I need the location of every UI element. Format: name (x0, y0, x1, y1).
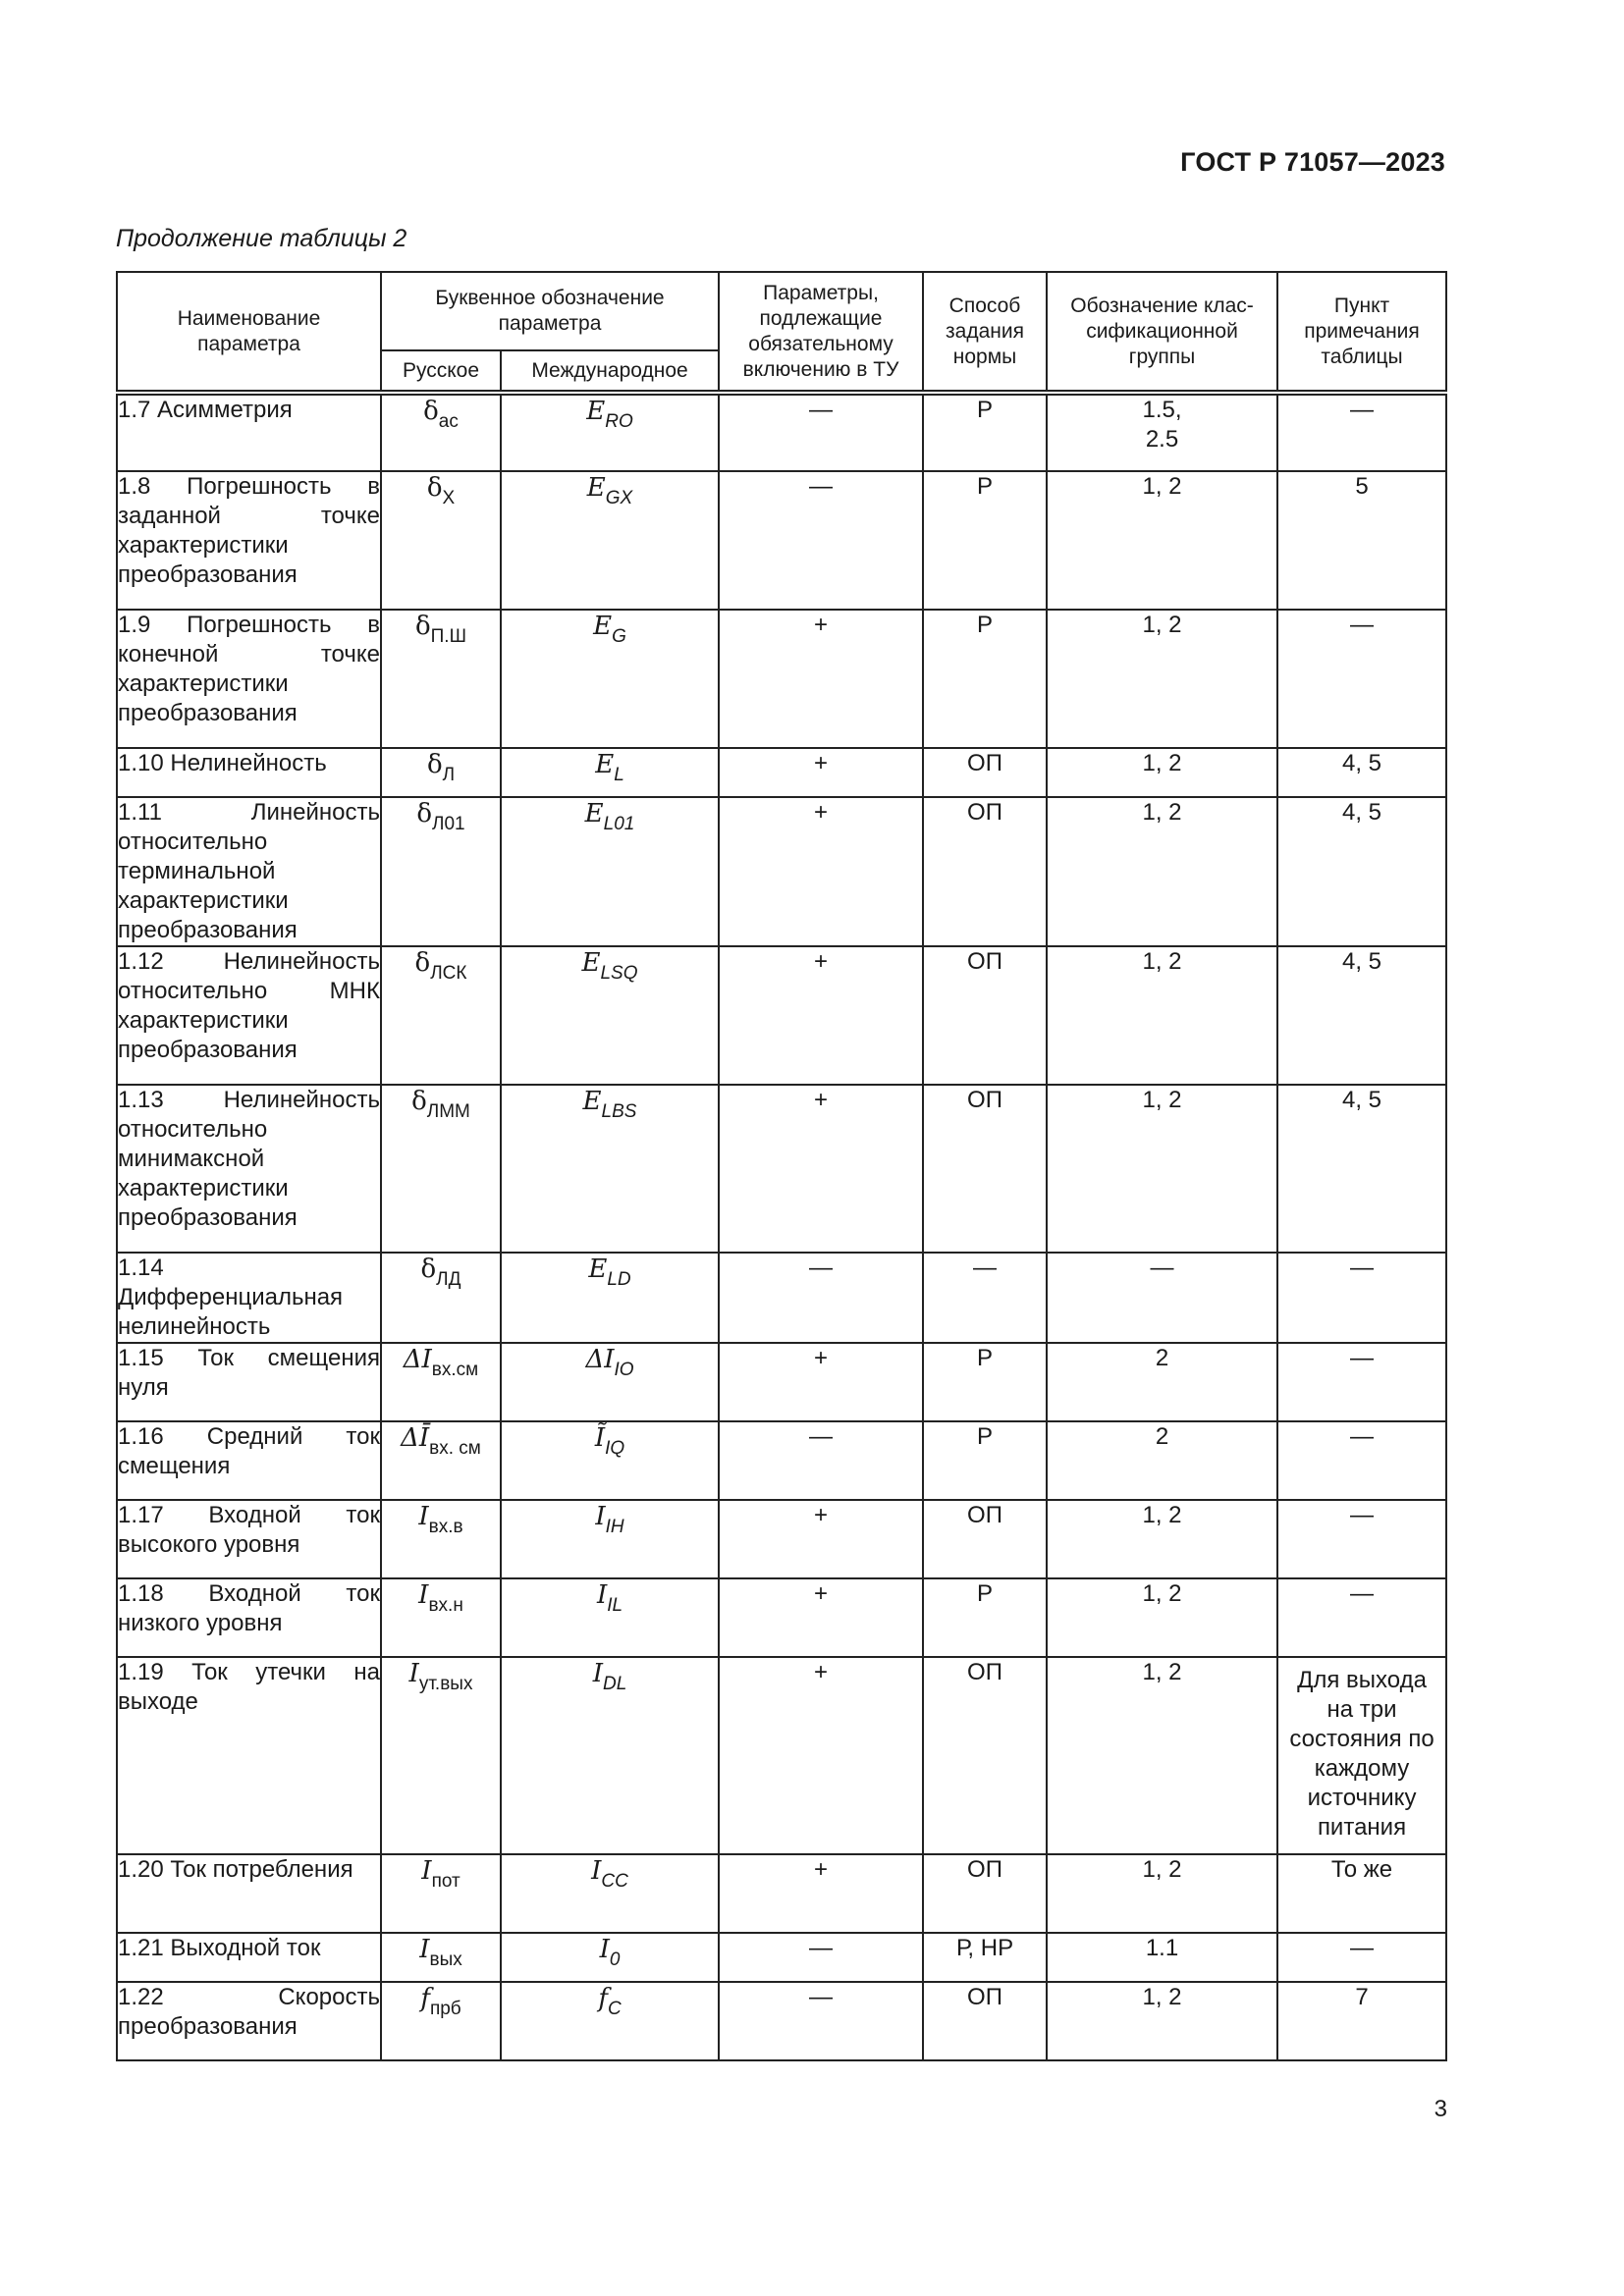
russian-symbol-base: δ (414, 948, 431, 978)
mandatory-cell: — (719, 471, 923, 610)
note-cell: — (1277, 393, 1446, 471)
russian-symbol-subscript: Л01 (432, 814, 465, 834)
table-caption: Продолжение таблицы 2 (116, 225, 407, 252)
header-letter-designation: Буквенное обозначение параметра (381, 272, 719, 350)
class-group-cell: 1, 2 (1047, 1500, 1277, 1578)
note-cell: 4, 5 (1277, 1085, 1446, 1253)
parameter-name: 1.9 Погрешность в конечной точке характеристики преобразования (117, 610, 381, 748)
russian-symbol (381, 1854, 501, 1933)
russian-symbol-subscript: прб (429, 1999, 461, 2019)
international-symbol-base: I (599, 1935, 610, 1964)
table-row (117, 1253, 1446, 1343)
international-symbol (501, 610, 719, 748)
international-symbol (501, 1854, 719, 1933)
russian-symbol-subscript: вх.н (428, 1595, 463, 1616)
international-symbol-base: E (593, 612, 613, 641)
method-cell: ОП (923, 797, 1047, 946)
russian-symbol-subscript: ЛСК (430, 963, 467, 984)
class-group-cell: 2 (1047, 1421, 1277, 1500)
international-symbol-subscript: LBS (601, 1101, 637, 1122)
method-cell: ОП (923, 1500, 1047, 1578)
russian-symbol-subscript: Л (442, 765, 456, 785)
table-row (117, 1854, 1446, 1933)
international-symbol-subscript: DL (603, 1674, 627, 1694)
russian-symbol (381, 797, 501, 946)
russian-symbol-subscript: вх.см (431, 1360, 479, 1380)
international-symbol-subscript: G (612, 626, 626, 647)
note-cell: 4, 5 (1277, 797, 1446, 946)
table-row (117, 1982, 1446, 2060)
mandatory-cell: + (719, 1500, 923, 1578)
international-symbol (501, 1085, 719, 1253)
parameter-name: 1.17 Входной ток высокого уровня (117, 1500, 381, 1578)
class-group-cell: 1, 2 (1047, 1578, 1277, 1657)
international-symbol-base: I (596, 1580, 608, 1610)
header-russian: Русское (381, 350, 501, 393)
parameter-name: 1.14 Дифференциальная нелинейность (117, 1253, 381, 1343)
russian-symbol-base: I (421, 1856, 432, 1886)
international-symbol-subscript: C (607, 1999, 622, 2019)
mandatory-cell: + (719, 797, 923, 946)
international-symbol-subscript: IQ (605, 1438, 625, 1459)
international-symbol-subscript: L01 (603, 814, 635, 834)
russian-symbol-subscript: ЛММ (426, 1101, 470, 1122)
note-cell: 4, 5 (1277, 748, 1446, 797)
international-symbol-base: E (586, 473, 606, 503)
international-symbol-subscript: L (614, 765, 624, 785)
header-international: Международное (501, 350, 719, 393)
mandatory-cell: — (719, 1421, 923, 1500)
russian-symbol-base: δ (420, 1255, 437, 1284)
class-group-cell: — (1047, 1253, 1277, 1343)
mandatory-cell: + (719, 1657, 923, 1854)
mandatory-cell: — (719, 1982, 923, 2060)
international-symbol-base: E (584, 799, 604, 828)
method-cell: Р (923, 1578, 1047, 1657)
parameter-name: 1.22 Скорость преобразования (117, 1982, 381, 2060)
parameter-name: 1.13 Нелинейность относительно минимаксной характеристики преобразования (117, 1085, 381, 1253)
table-row (117, 748, 1446, 797)
parameter-name: 1.11 Линейность относительно терминальной характеристики преобразования (117, 797, 381, 946)
class-group-cell: 1, 2 (1047, 610, 1277, 748)
note-cell: — (1277, 1253, 1446, 1343)
method-cell: Р (923, 1421, 1047, 1500)
russian-symbol (381, 946, 501, 1085)
russian-symbol-subscript: вх.в (428, 1517, 463, 1537)
russian-symbol (381, 1578, 501, 1657)
mandatory-cell: + (719, 748, 923, 797)
russian-symbol-base: δ (426, 473, 443, 503)
russian-symbol-subscript: ас (438, 411, 459, 432)
parameter-name: 1.20 Ток потребления (117, 1854, 381, 1933)
parameter-name: 1.10 Нелинейность (117, 748, 381, 797)
table-header (117, 272, 1446, 393)
international-symbol-base: E (595, 750, 615, 779)
russian-symbol (381, 1421, 501, 1500)
international-symbol-subscript: IH (605, 1517, 624, 1537)
note-cell: 4, 5 (1277, 946, 1446, 1085)
international-symbol (501, 1421, 719, 1500)
table-row (117, 610, 1446, 748)
class-group-cell: 1, 2 (1047, 1854, 1277, 1933)
table-row (117, 393, 1446, 471)
note-cell: — (1277, 610, 1446, 748)
method-cell: — (923, 1253, 1047, 1343)
mandatory-cell: + (719, 1343, 923, 1421)
header-mandatory: Параметры, подлежащие обязательному включению в ТУ (719, 272, 923, 393)
class-group-cell: 1, 2 (1047, 748, 1277, 797)
class-group-cell: 2 (1047, 1343, 1277, 1421)
parameter-name: 1.15 Ток смещения нуля (117, 1343, 381, 1421)
international-symbol-base: Ĩ (594, 1423, 606, 1453)
russian-symbol (381, 610, 501, 748)
header-class-group: Обозначение клас-сификационной группы (1047, 272, 1277, 393)
table-row (117, 1657, 1446, 1854)
note-cell: То же (1277, 1854, 1446, 1933)
international-symbol-subscript: IO (614, 1360, 634, 1380)
class-group-cell: 1, 2 (1047, 946, 1277, 1085)
international-symbol-base: f (598, 1984, 608, 2013)
international-symbol-base: E (581, 948, 601, 978)
table-row (117, 797, 1446, 946)
international-symbol-subscript: LSQ (600, 963, 638, 984)
international-symbol-base: E (582, 1087, 602, 1116)
class-group-cell: 1, 2 (1047, 1982, 1277, 2060)
note-cell: — (1277, 1421, 1446, 1500)
method-cell: ОП (923, 1982, 1047, 2060)
note-cell: — (1277, 1578, 1446, 1657)
international-symbol (501, 946, 719, 1085)
table-row (117, 946, 1446, 1085)
russian-symbol-base: f (420, 1984, 430, 2013)
method-cell: Р (923, 610, 1047, 748)
table-row (117, 1343, 1446, 1421)
international-symbol-subscript: CC (601, 1871, 628, 1892)
mandatory-cell: — (719, 393, 923, 471)
note-cell: 7 (1277, 1982, 1446, 2060)
method-cell: Р (923, 471, 1047, 610)
international-symbol-base: E (588, 1255, 608, 1284)
russian-symbol-subscript: вх. см (429, 1438, 481, 1459)
international-symbol-base: ΔI (585, 1345, 615, 1374)
russian-symbol-base: I (408, 1659, 419, 1688)
russian-symbol-base: δ (411, 1087, 427, 1116)
international-symbol (501, 1657, 719, 1854)
russian-symbol-base: δ (416, 799, 433, 828)
russian-symbol-base: δ (423, 397, 439, 426)
method-cell: ОП (923, 946, 1047, 1085)
russian-symbol-subscript: X (442, 488, 456, 508)
parameter-name: 1.18 Входной ток низкого уровня (117, 1578, 381, 1657)
russian-symbol-subscript: вых (429, 1949, 462, 1970)
note-cell: — (1277, 1933, 1446, 1982)
russian-symbol-base: ΔI (403, 1345, 432, 1374)
russian-symbol (381, 1982, 501, 2060)
russian-symbol-subscript: пот (431, 1871, 460, 1892)
document-id-header: ГОСТ Р 71057—2023 (1180, 147, 1445, 177)
mandatory-cell: + (719, 1578, 923, 1657)
russian-symbol (381, 393, 501, 471)
mandatory-cell: + (719, 1085, 923, 1253)
international-symbol (501, 1578, 719, 1657)
method-cell: ОП (923, 1854, 1047, 1933)
international-symbol (501, 1933, 719, 1982)
international-symbol (501, 1982, 719, 2060)
parameter-name: 1.19 Ток утечки на выходе (117, 1657, 381, 1854)
table-row (117, 1578, 1446, 1657)
header-method: Способ задания нормы (923, 272, 1047, 393)
russian-symbol (381, 1500, 501, 1578)
russian-symbol (381, 1933, 501, 1982)
russian-symbol-subscript: ут.вых (418, 1674, 473, 1694)
international-symbol-base: I (591, 1856, 602, 1886)
table-row (117, 1421, 1446, 1500)
table-row (117, 1933, 1446, 1982)
class-group-cell: 1, 2 (1047, 1085, 1277, 1253)
international-symbol (501, 1500, 719, 1578)
russian-symbol-base: I (418, 1502, 429, 1531)
international-symbol-subscript: 0 (609, 1949, 621, 1970)
international-symbol (501, 471, 719, 610)
international-symbol (501, 748, 719, 797)
parameter-name: 1.21 Выходной ток (117, 1933, 381, 1982)
russian-symbol-subscript: ЛД (436, 1269, 461, 1290)
russian-symbol-subscript: П.Ш (430, 626, 466, 647)
parameter-name: 1.7 Асимметрия (117, 393, 381, 471)
method-cell: Р (923, 1343, 1047, 1421)
class-group-cell: 1, 2 (1047, 797, 1277, 946)
note-cell: — (1277, 1343, 1446, 1421)
international-symbol-subscript: IL (607, 1595, 623, 1616)
russian-symbol (381, 1085, 501, 1253)
international-symbol-base: I (595, 1502, 606, 1531)
parameter-name: 1.8 Погрешность в заданной точке характеристики преобразования (117, 471, 381, 610)
table-row (117, 471, 1446, 610)
international-symbol-subscript: GX (605, 488, 633, 508)
international-symbol (501, 393, 719, 471)
method-cell: Р (923, 393, 1047, 471)
international-symbol-subscript: LD (607, 1269, 631, 1290)
mandatory-cell: + (719, 610, 923, 748)
russian-symbol (381, 1657, 501, 1854)
international-symbol (501, 797, 719, 946)
note-cell: — (1277, 1500, 1446, 1578)
russian-symbol (381, 471, 501, 610)
method-cell: Р, НР (923, 1933, 1047, 1982)
note-cell: 5 (1277, 471, 1446, 610)
parameters-table (116, 271, 1447, 2061)
note-cell: Для выхода на три состояния по каждому источнику питания (1277, 1657, 1446, 1854)
international-symbol-base: E (586, 397, 606, 426)
mandatory-cell: — (719, 1253, 923, 1343)
class-group-cell: 1, 2 (1047, 1657, 1277, 1854)
header-name: Наименование параметра (117, 272, 381, 393)
russian-symbol-base: δ (414, 612, 431, 641)
international-symbol (501, 1253, 719, 1343)
method-cell: ОП (923, 1085, 1047, 1253)
russian-symbol (381, 1253, 501, 1343)
russian-symbol-base: δ (426, 750, 443, 779)
table-body (117, 393, 1446, 2060)
parameter-name: 1.12 Нелинейность относительно МНК характеристики преобразования (117, 946, 381, 1085)
table-row (117, 1085, 1446, 1253)
russian-symbol (381, 748, 501, 797)
mandatory-cell: + (719, 946, 923, 1085)
table-row (117, 1500, 1446, 1578)
page-number: 3 (1434, 2096, 1447, 2122)
class-group-cell: 1.5, 2.5 (1047, 393, 1277, 471)
russian-symbol (381, 1343, 501, 1421)
method-cell: ОП (923, 1657, 1047, 1854)
international-symbol (501, 1343, 719, 1421)
international-symbol-subscript: RO (605, 411, 633, 432)
russian-symbol-base: ΔĪ (401, 1423, 430, 1453)
mandatory-cell: — (719, 1933, 923, 1982)
russian-symbol-base: I (418, 1580, 429, 1610)
international-symbol-base: I (592, 1659, 603, 1688)
parameter-name: 1.16 Средний ток смещения (117, 1421, 381, 1500)
russian-symbol-base: I (419, 1935, 430, 1964)
mandatory-cell: + (719, 1854, 923, 1933)
class-group-cell: 1, 2 (1047, 471, 1277, 610)
header-note-item: Пункт примечания таблицы (1277, 272, 1446, 393)
method-cell: ОП (923, 748, 1047, 797)
class-group-cell: 1.1 (1047, 1933, 1277, 1982)
